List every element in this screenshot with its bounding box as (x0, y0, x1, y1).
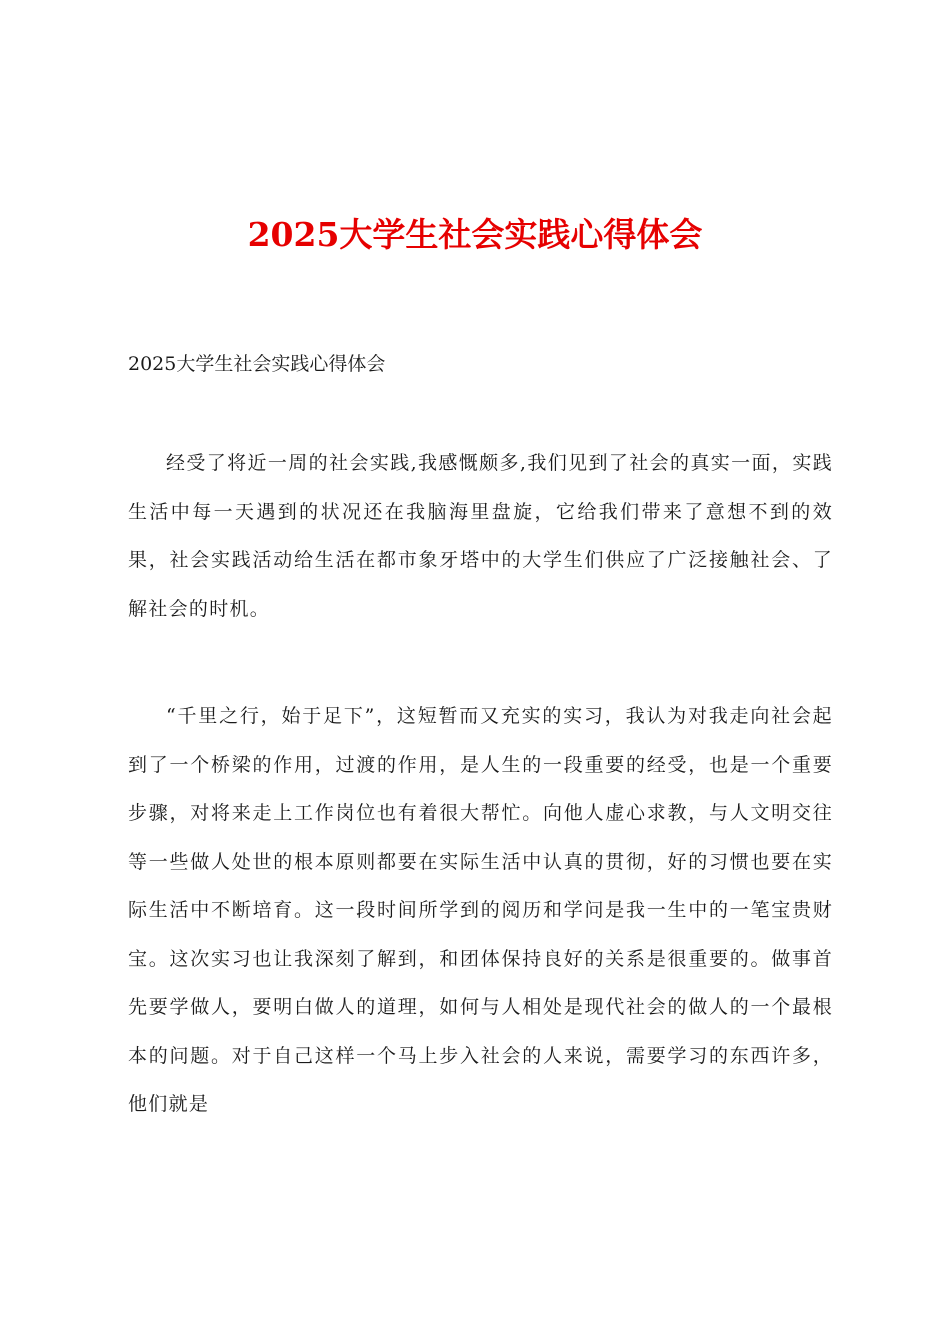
body-paragraph-2: “千里之行，始于足下”，这短暂而又充实的实习，我认为对我走向社会起到了一个桥梁的作用，过渡的作用，是人生的一段重要的经受，也是一个重要步骤，对将来走上工作岗位也有着很大帮忙。向他人虚心求教，与人文明交往等一些做人处世的根本原则都要在实际生活中认真的贯彻，好的习惯也要在实际生活中不断培育。这一段时间所学到的阅历和学问是我一生中的一笔宝贵财宝。这次实习也让我深刻了解到，和团体保持良好的关系是很重要的。做事首先要学做人，要明白做人的道理，如何与人相处是现代社会的做人的一个最根本的问题。对于自己这样一个马上步入社会的人来说，需要学习的东西许多，他们就是 (128, 705, 833, 1115)
document-title: 2025大学生社会实践心得体会 (247, 215, 703, 254)
document-subtitle: 2025大学生社会实践心得体会 (128, 353, 386, 375)
body-paragraph-1: 经受了将近一周的社会实践,我感慨颇多,我们见到了社会的真实一面，实践生活中每一天遇到的状况还在我脑海里盘旋，它给我们带来了意想不到的效果，社会实践活动给生活在都市象牙塔中的大学生们供应了广泛接触社会、了解社会的时机。 (128, 452, 833, 620)
